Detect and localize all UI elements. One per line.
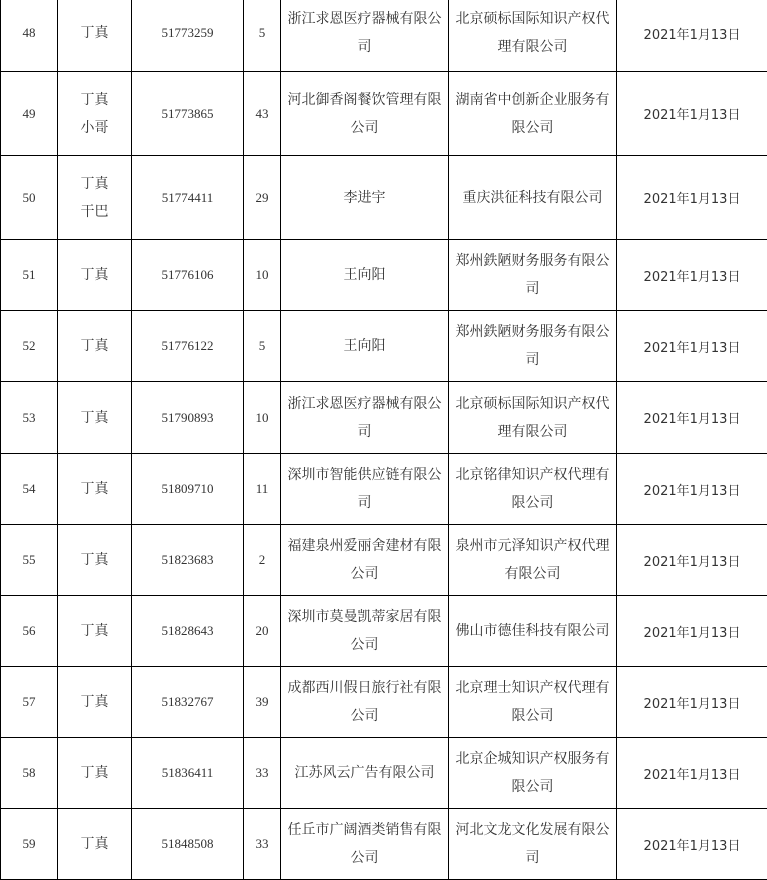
registration-number-cell: 51823683 xyxy=(132,525,244,596)
applicant-cell-line: 王向阳 xyxy=(283,261,446,289)
date-cell: 2021年1月13日 xyxy=(617,667,767,738)
agent-cell xyxy=(449,72,617,156)
trademark-name-cell xyxy=(58,667,132,738)
applicant-cell-line: 浙江求恩医疗器械有限公 xyxy=(283,390,446,418)
applicant-cell-line: 福建泉州爱丽舍建材有限 xyxy=(283,532,446,560)
applicant-cell-line: 司 xyxy=(283,33,446,61)
applicant-cell-line: 公司 xyxy=(283,114,446,142)
agent-cell-line: 理有限公司 xyxy=(451,33,614,61)
date-cell: 2021年1月13日 xyxy=(617,311,767,382)
row-number-cell: 48 xyxy=(1,0,58,72)
table-row xyxy=(1,738,767,809)
table-row xyxy=(1,454,767,525)
registration-number-cell: 51832767 xyxy=(132,667,244,738)
date-cell: 2021年1月13日 xyxy=(617,596,767,667)
date-cell: 2021年1月13日 xyxy=(617,454,767,525)
agent-cell-line: 重庆洪征科技有限公司 xyxy=(451,184,614,212)
table-row xyxy=(1,667,767,738)
applicant-cell xyxy=(281,382,449,454)
table-row xyxy=(1,311,767,382)
trademark-name-cell-line: 丁真 xyxy=(60,617,129,645)
agent-cell-line: 泉州市元泽知识产权代理 xyxy=(451,532,614,560)
applicant-cell xyxy=(281,72,449,156)
registration-number-cell: 51809710 xyxy=(132,454,244,525)
trademark-name-cell-line: 丁真 xyxy=(60,688,129,716)
applicant-cell-line: 深圳市智能供应链有限公 xyxy=(283,461,446,489)
registration-number-cell: 51773259 xyxy=(132,0,244,72)
table-row xyxy=(1,156,767,240)
applicant-cell-line: 司 xyxy=(283,418,446,446)
applicant-cell-line: 公司 xyxy=(283,560,446,588)
trademark-name-cell xyxy=(58,311,132,382)
trademark-name-cell xyxy=(58,0,132,72)
applicant-cell xyxy=(281,596,449,667)
applicant-cell-line: 司 xyxy=(283,489,446,517)
table-body xyxy=(1,0,767,880)
agent-cell-line: 北京硕标国际知识产权代 xyxy=(451,390,614,418)
registration-number-cell: 51790893 xyxy=(132,382,244,454)
agent-cell-line: 限公司 xyxy=(451,489,614,517)
class-cell: 20 xyxy=(244,596,281,667)
date-cell: 2021年1月13日 xyxy=(617,738,767,809)
trademark-name-cell-line: 丁真 xyxy=(60,830,129,858)
trademark-name-cell xyxy=(58,382,132,454)
agent-cell xyxy=(449,809,617,880)
class-cell: 33 xyxy=(244,809,281,880)
trademark-name-cell xyxy=(58,596,132,667)
date-cell: 2021年1月13日 xyxy=(617,0,767,72)
trademark-name-cell-line: 小哥 xyxy=(60,114,129,142)
agent-cell-line: 北京企城知识产权服务有 xyxy=(451,745,614,773)
applicant-cell-line: 成都西川假日旅行社有限 xyxy=(283,674,446,702)
applicant-cell-line: 王向阳 xyxy=(283,332,446,360)
class-cell: 2 xyxy=(244,525,281,596)
applicant-cell xyxy=(281,809,449,880)
agent-cell-line: 限公司 xyxy=(451,114,614,142)
trademark-name-cell xyxy=(58,240,132,311)
trademark-name-cell-line: 丁真 xyxy=(60,261,129,289)
applicant-cell xyxy=(281,738,449,809)
applicant-cell xyxy=(281,156,449,240)
class-cell: 39 xyxy=(244,667,281,738)
agent-cell-line: 河北文龙文化发展有限公 xyxy=(451,816,614,844)
applicant-cell-line: 深圳市莫曼凯蒂家居有限 xyxy=(283,603,446,631)
trademark-name-cell-line: 丁真 xyxy=(60,86,129,114)
row-number-cell: 50 xyxy=(1,156,58,240)
class-cell: 43 xyxy=(244,72,281,156)
agent-cell-line: 北京铭律知识产权代理有 xyxy=(451,461,614,489)
trademark-name-cell-line: 丁真 xyxy=(60,759,129,787)
applicant-cell xyxy=(281,0,449,72)
row-number-cell: 49 xyxy=(1,72,58,156)
agent-cell xyxy=(449,382,617,454)
applicant-cell-line: 公司 xyxy=(283,702,446,730)
table-row xyxy=(1,596,767,667)
agent-cell xyxy=(449,156,617,240)
applicant-cell-line: 李进宇 xyxy=(283,184,446,212)
agent-cell-line: 理有限公司 xyxy=(451,418,614,446)
agent-cell xyxy=(449,454,617,525)
class-cell: 10 xyxy=(244,382,281,454)
registration-number-cell: 51828643 xyxy=(132,596,244,667)
row-number-cell: 54 xyxy=(1,454,58,525)
agent-cell xyxy=(449,667,617,738)
row-number-cell: 58 xyxy=(1,738,58,809)
trademark-name-cell-line: 丁真 xyxy=(60,19,129,47)
applicant-cell-line: 公司 xyxy=(283,844,446,872)
trademark-name-cell xyxy=(58,809,132,880)
agent-cell xyxy=(449,525,617,596)
date-cell: 2021年1月13日 xyxy=(617,382,767,454)
agent-cell-line: 北京硕标国际知识产权代 xyxy=(451,5,614,33)
table-row xyxy=(1,240,767,311)
agent-cell-line: 湖南省中创新企业服务有 xyxy=(451,86,614,114)
row-number-cell: 59 xyxy=(1,809,58,880)
agent-cell-line: 司 xyxy=(451,275,614,303)
applicant-cell-line: 河北御香阁餐饮管理有限 xyxy=(283,86,446,114)
class-cell: 33 xyxy=(244,738,281,809)
trademark-name-cell-line: 丁真 xyxy=(60,332,129,360)
trademark-name-cell-line: 丁真 xyxy=(60,475,129,503)
agent-cell xyxy=(449,240,617,311)
applicant-cell-line: 公司 xyxy=(283,631,446,659)
trademark-name-cell xyxy=(58,156,132,240)
applicant-cell xyxy=(281,311,449,382)
agent-cell xyxy=(449,596,617,667)
agent-cell-line: 佛山市德佳科技有限公司 xyxy=(451,617,614,645)
trademark-name-cell-line: 丁真 xyxy=(60,404,129,432)
registration-number-cell: 51836411 xyxy=(132,738,244,809)
trademark-name-cell-line: 丁真 xyxy=(60,170,129,198)
applicant-cell-line: 浙江求恩医疗器械有限公 xyxy=(283,5,446,33)
table-row xyxy=(1,525,767,596)
applicant-cell-line: 任丘市广阔酒类销售有限 xyxy=(283,816,446,844)
agent-cell-line: 限公司 xyxy=(451,702,614,730)
agent-cell-line: 有限公司 xyxy=(451,560,614,588)
table-row xyxy=(1,0,767,72)
agent-cell-line: 司 xyxy=(451,844,614,872)
class-cell: 29 xyxy=(244,156,281,240)
row-number-cell: 51 xyxy=(1,240,58,311)
agent-cell-line: 郑州鉄陋财务服务有限公 xyxy=(451,247,614,275)
date-cell: 2021年1月13日 xyxy=(617,240,767,311)
trademark-name-cell xyxy=(58,72,132,156)
agent-cell-line: 司 xyxy=(451,346,614,374)
agent-cell-line: 郑州鉄陋财务服务有限公 xyxy=(451,318,614,346)
row-number-cell: 52 xyxy=(1,311,58,382)
class-cell: 10 xyxy=(244,240,281,311)
agent-cell xyxy=(449,0,617,72)
row-number-cell: 53 xyxy=(1,382,58,454)
trademark-name-cell xyxy=(58,738,132,809)
applicant-cell xyxy=(281,525,449,596)
agent-cell-line: 北京理士知识产权代理有 xyxy=(451,674,614,702)
date-cell: 2021年1月13日 xyxy=(617,809,767,880)
row-number-cell: 57 xyxy=(1,667,58,738)
registration-number-cell: 51776106 xyxy=(132,240,244,311)
registration-number-cell: 51776122 xyxy=(132,311,244,382)
agent-cell xyxy=(449,738,617,809)
date-cell: 2021年1月13日 xyxy=(617,72,767,156)
date-cell: 2021年1月13日 xyxy=(617,156,767,240)
date-cell: 2021年1月13日 xyxy=(617,525,767,596)
class-cell: 5 xyxy=(244,311,281,382)
agent-cell-line: 限公司 xyxy=(451,773,614,801)
row-number-cell: 55 xyxy=(1,525,58,596)
applicant-cell xyxy=(281,240,449,311)
class-cell: 11 xyxy=(244,454,281,525)
registration-number-cell: 51774411 xyxy=(132,156,244,240)
trademark-name-cell-line: 丁真 xyxy=(60,546,129,574)
registration-number-cell: 51773865 xyxy=(132,72,244,156)
row-number-cell: 56 xyxy=(1,596,58,667)
trademark-name-cell xyxy=(58,525,132,596)
trademark-name-cell xyxy=(58,454,132,525)
table-row xyxy=(1,72,767,156)
applicant-cell-line: 江苏风云广告有限公司 xyxy=(283,759,446,787)
registration-number-cell: 51848508 xyxy=(132,809,244,880)
class-cell: 5 xyxy=(244,0,281,72)
applicant-cell xyxy=(281,667,449,738)
table-row xyxy=(1,809,767,880)
table-row xyxy=(1,382,767,454)
agent-cell xyxy=(449,311,617,382)
trademark-name-cell-line: 干巴 xyxy=(60,198,129,226)
applicant-cell xyxy=(281,454,449,525)
